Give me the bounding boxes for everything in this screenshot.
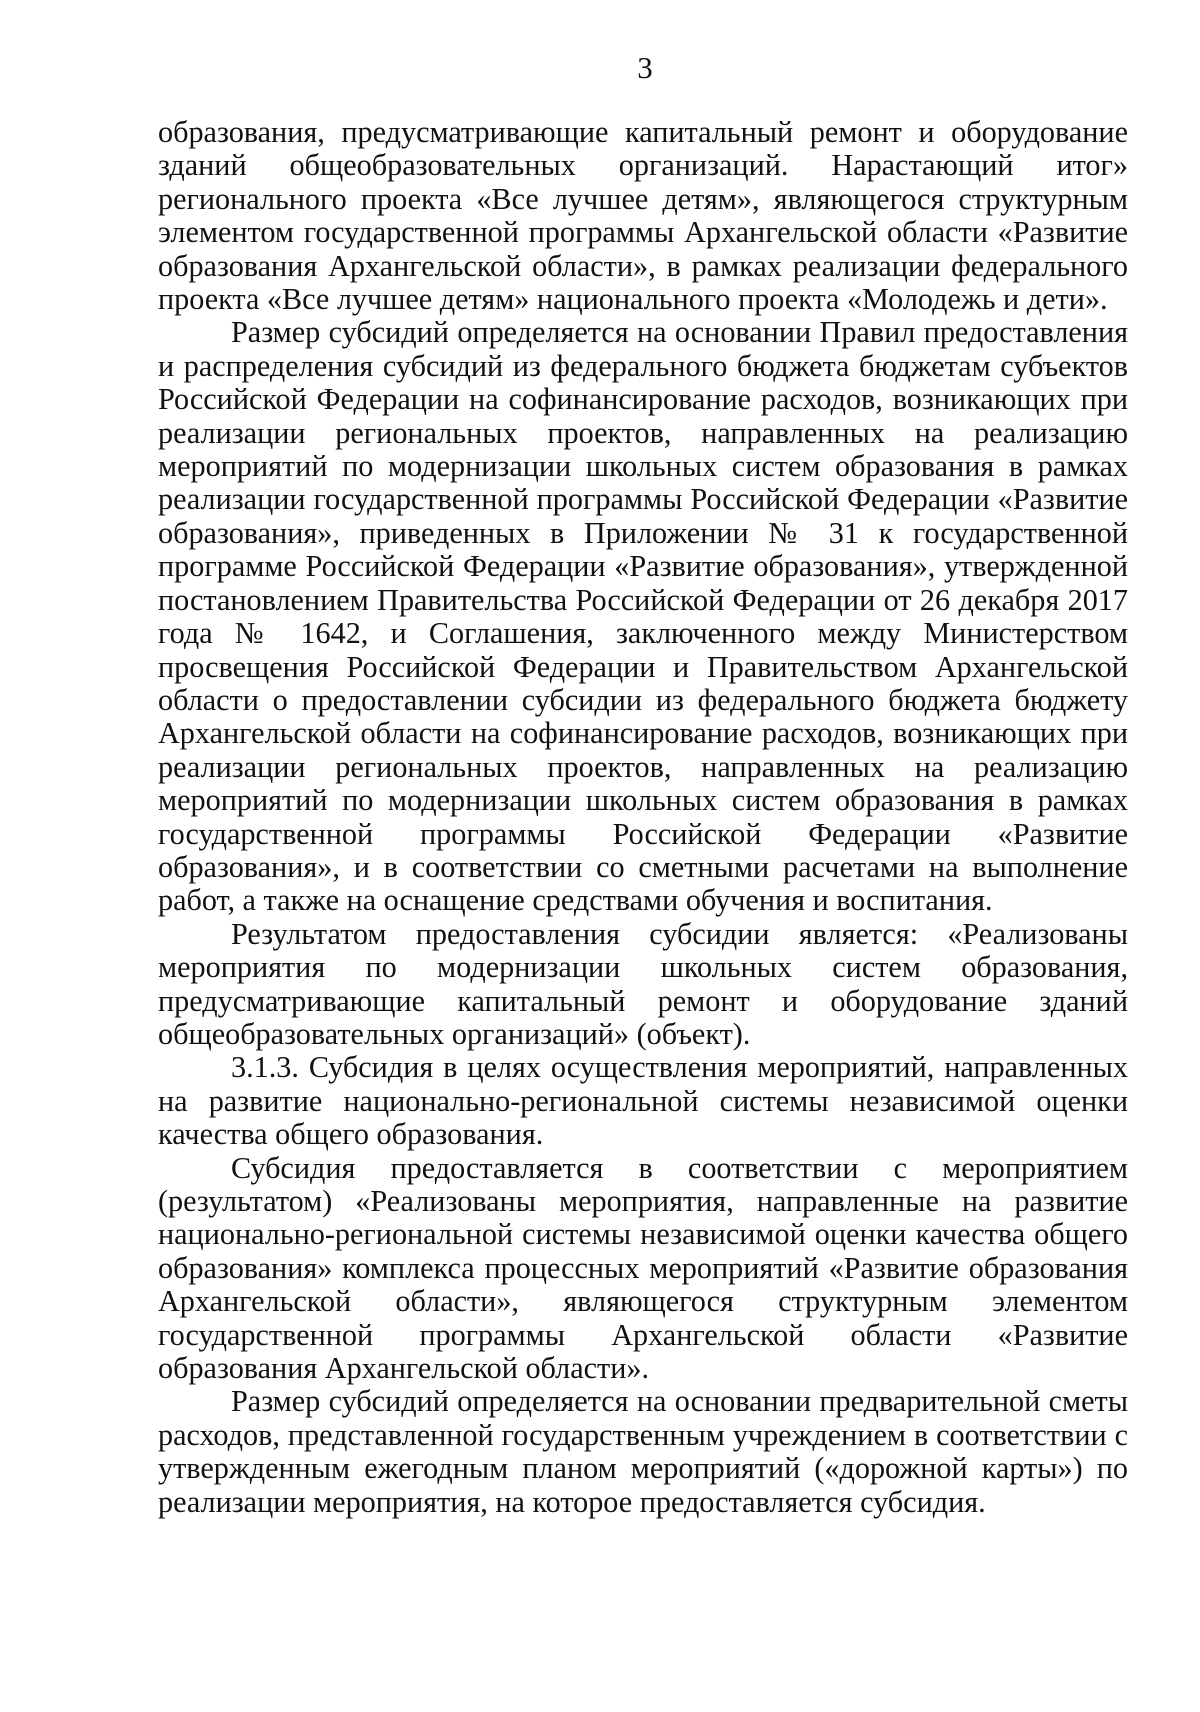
paragraph-subsidy-result: Результатом предоставления субсидии является: «Реализованы мероприятия по модернизации школьных систем образования, предусматривающие капитальный ремонт и оборудование зданий общеобразовательных организаций» (объект). <box>158 916 1128 1051</box>
paragraph-section-3-1-3: 3.1.3. Субсидия в целях осуществления мероприятий, направленных на развитие национально-региональной системы независимой оценки качества общего образования. <box>158 1050 1128 1152</box>
paragraph-subsidy-size-estimate: Размер субсидий определяется на основании предварительной сметы расходов, представленной государственным учреждением в соответствии с утвержденным ежегодным планом мероприятий («дорожной карты») по реализации мероприятия, на которое предоставляется субсидия. <box>158 1384 1128 1519</box>
page-number: 3 <box>637 50 653 85</box>
paragraph-subsidy-size-rules: Размер субсидий определяется на основании Правил предоставления и распределения субсидий из федерального бюджета бюджетам субъектов Российской Федерации на софинансирование расходов, возникающих при реализации региональных проектов, направленных на реализацию мероприятий по модернизации школьных систем образования в рамках реализации государственной программы Российской Федерации «Развитие образования», приведенных в Приложении № 31 к государственной программе Российской Федерации «Развитие образования», утвержденной постановлением Правительства Российской Федерации от 26 декабря 2017 года № 1642, и Соглашения, заключенного между Министерством просвещения Российской Федерации и Правительством Архангельской области о предоставлении субсидии из федерального бюджета бюджету Архангельской области на софинансирование расходов, возникающих при реализации региональных проектов, направленных на реализацию мероприятий по модернизации школьных систем образования в рамках государственной программы Российской Федерации «Развитие образования», и в соответствии со сметными расчетами на выполнение работ, а также на оснащение средствами обучения и воспитания. <box>158 315 1128 918</box>
paragraph-subsidy-provision: Субсидия предоставляется в соответствии с мероприятием (результатом) «Реализованы мероприятия, направленные на развитие национально-региональной системы независимой оценки качества общего образования» комплекса процессных мероприятий «Развитие образования Архангельской области», являющегося структурным элементом государственной программы Архангельской области «Развитие образования Архангельской области». <box>158 1150 1128 1386</box>
paragraph-continuation: образования, предусматривающие капитальный ремонт и оборудование зданий общеобразовательных организаций. Нарастающий итог» регионального проекта «Все лучшее детям», являющегося структурным элементом государственной программы Архангельской области «Развитие образования Архангельской области», в рамках реализации федерального проекта «Все лучшее детям» национального проекта «Молодежь и дети». <box>158 115 1128 317</box>
document-body <box>158 116 1128 1519</box>
